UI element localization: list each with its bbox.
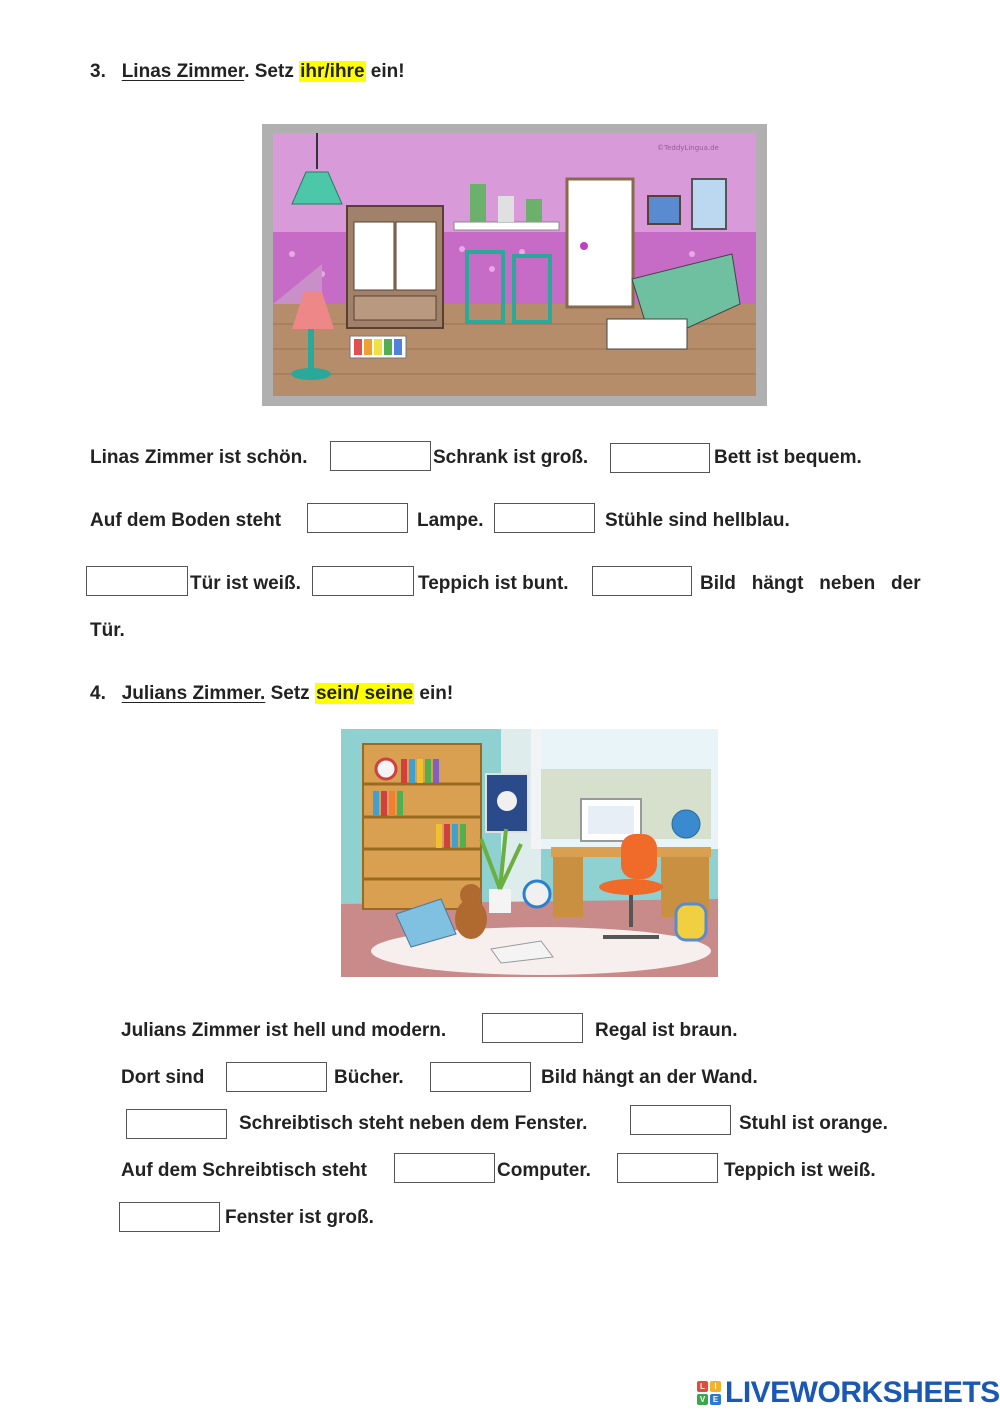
julian-room-illustration [341,729,718,977]
answer-blank-13[interactable] [394,1153,495,1183]
answer-blank-15[interactable] [119,1202,220,1232]
answer-blank-5[interactable] [86,566,188,596]
sentence-text: Julians Zimmer ist hell und modern. [121,1020,447,1041]
logo-letter: I [710,1381,721,1392]
sentence-text: Fenster ist groß. [225,1207,374,1228]
sentence-text: Lampe. [417,510,484,531]
answer-blank-4[interactable] [494,503,595,533]
sentence-text: Teppich ist weiß. [724,1160,876,1181]
highlighted-pronoun: sein/ seine [315,683,414,704]
sentence-text: Bücher. [334,1067,404,1088]
exercise-4-heading [90,683,453,705]
sentence-text: Schrank ist groß. [433,447,589,468]
lina-room-illustration [262,124,767,406]
instruction-text: . Setz [244,61,300,82]
exercise-title: Linas Zimmer [121,61,245,82]
exercise-title: Julians Zimmer. [121,683,266,704]
exercise-number: 4. [90,683,106,704]
sentence-text: Bild hängt an der Wand. [541,1067,758,1088]
sentence-text: Bild hängt neben der [700,573,921,594]
answer-blank-7[interactable] [592,566,692,596]
sentence-text: Tür ist weiß. [190,573,301,594]
liveworksheets-logo [697,1376,1000,1410]
answer-blank-9[interactable] [226,1062,327,1092]
logo-mark-icon [697,1381,721,1405]
answer-blank-1[interactable] [330,441,431,471]
sentence-text: Regal ist braun. [595,1020,738,1041]
logo-text: LIVEWORKSHEETS [725,1376,1000,1409]
sentence-text: Stühle sind hellblau. [605,510,790,531]
instruction-text: ein! [365,61,405,82]
sentence-text: Schreibtisch steht neben dem Fenster. [239,1113,588,1134]
logo-letter: E [710,1394,721,1405]
lina-room-image [262,124,767,406]
instruction-text: Setz [265,683,315,704]
sentence-text: Teppich ist bunt. [418,573,569,594]
answer-blank-14[interactable] [617,1153,718,1183]
logo-letter: L [697,1381,708,1392]
exercise-3-heading [90,61,405,83]
logo-letter: V [697,1394,708,1405]
answer-blank-8[interactable] [482,1013,583,1043]
answer-blank-10[interactable] [430,1062,531,1092]
sentence-text: Dort sind [121,1067,205,1088]
sentence-text: Auf dem Schreibtisch steht [121,1160,367,1181]
image-credit: ©TeddyLingua.de [657,144,719,152]
answer-blank-2[interactable] [610,443,710,473]
sentence-text: Computer. [497,1160,591,1181]
highlighted-pronoun: ihr/ihre [300,61,365,82]
sentence-text: Stuhl ist orange. [739,1113,888,1134]
sentence-text: Bett ist bequem. [714,447,862,468]
instruction-text: ein! [414,683,454,704]
answer-blank-12[interactable] [630,1105,731,1135]
sentence-text: Linas Zimmer ist schön. [90,447,308,468]
answer-blank-3[interactable] [307,503,408,533]
exercise-number: 3. [90,61,106,82]
answer-blank-6[interactable] [312,566,414,596]
julian-room-image [341,729,718,977]
sentence-text: Auf dem Boden steht [90,510,282,531]
answer-blank-11[interactable] [126,1109,227,1139]
sentence-text: Tür. [90,620,125,641]
